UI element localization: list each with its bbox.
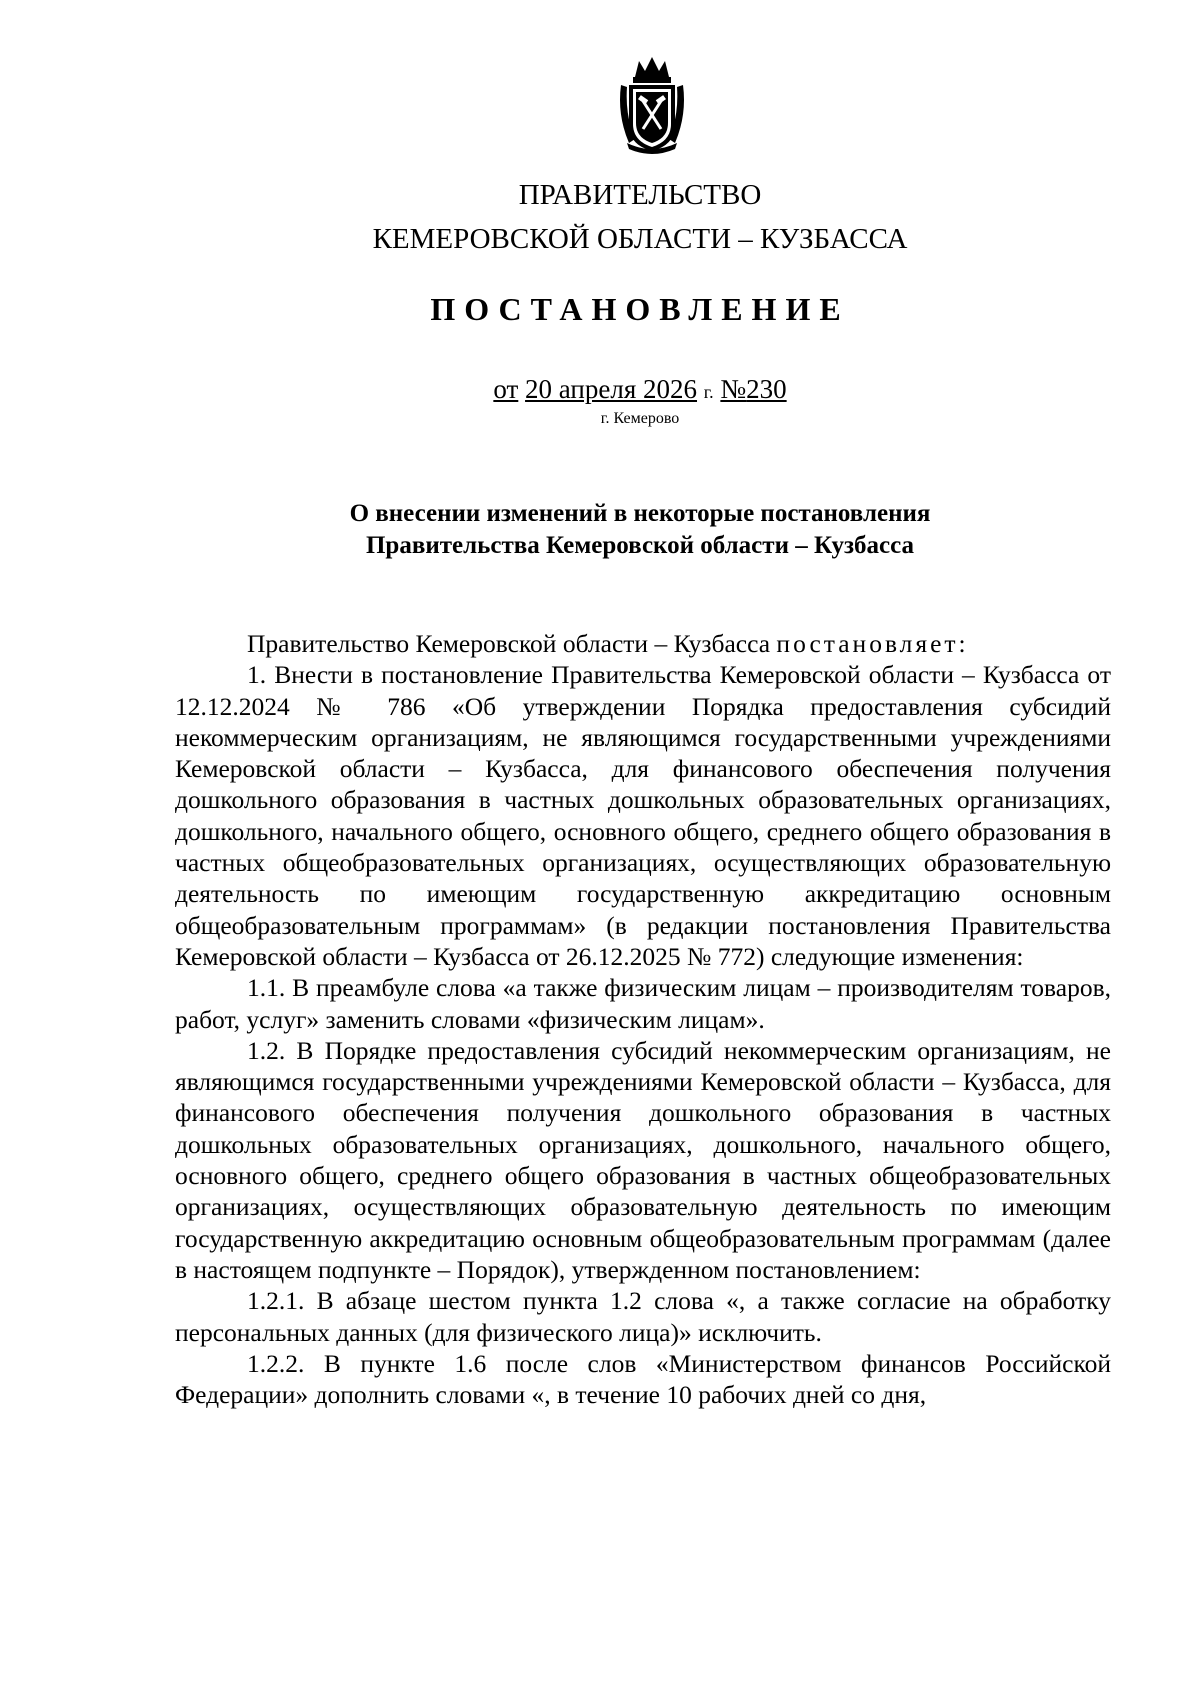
document-title [40,498,1200,562]
document-body [175,628,1111,1410]
intro-paragraph [175,628,1111,659]
date-prefix: от [493,374,519,404]
date-number-line [40,374,1200,407]
intro-text: Правительство Кемеровской области – Кузбасса [247,629,771,658]
document-number: 230 [746,374,787,404]
year-suffix: г. [703,382,714,402]
paragraph-1-1: 1.1. В преамбуле слова «а также физическим лицам – производителям товаров, работ, услуг» заменить словами «физическим лицам». [175,973,1111,1034]
paragraph-1: 1. Внести в постановление Правительства Кемеровской области – Кузбасса от 12.12.2024 № 786 «Об утверждении Порядка предоставления субсидий некоммерческим организациям, не являющимся государственными учреждениями Кемеровской области – Кузбасса, для финансового обеспечения получения дошкольного образования в частных дошкольных образовательных организациях, дошкольного, начального общего, основного общего, среднего общего образования в частных общеобразовательных организациях, осуществляющих образовательную деятельность по имеющим государственную аккредитацию основным общеобразовательным программам» (в редакции постановления Правительства Кемеровской области – Кузбасса от 26.12.2025 № 772) следующие изменения: [175,660,1111,971]
number-prefix: № [720,374,747,404]
government-name-line1: ПРАВИТЕЛЬСТВО [518,179,762,211]
government-name-line2: КЕМЕРОВСКОЙ ОБЛАСТИ – КУЗБАССА [372,223,908,255]
city-label: г. Кемерово [600,410,680,427]
title-line2: Правительства Кемеровской области – Кузбасса [365,532,915,559]
intro-decree: постановляет: [776,629,969,658]
coat-of-arms-emblem [615,55,689,155]
document-date: 20 апреля 2026 [525,374,698,404]
paragraph-1-2: 1.2. В Порядке предоставления субсидий некоммерческим организациям, не являющимся государственными учреждениями Кемеровской области – Кузбасса, для финансового обеспечения получения дошкольного образования в частных дошкольных образовательных организациях, дошкольного, начального общего, основного общего, среднего общего образования в частных общеобразовательных организациях, осуществляющих образовательную деятельность по имеющим государственную аккредитацию основным общеобразовательным программам (далее в настоящем подпункте – Порядок), утвержденном постановлением: [175,1035,1111,1284]
paragraph-1-2-2: 1.2.2. В пункте 1.6 после слов «Министерством финансов Российской Федерации» дополнить словами «, в течение 10 рабочих дней со дня, [175,1348,1111,1410]
paragraph-1-2-1: 1.2.1. В абзаце шестом пункта 1.2 слова «, а также согласие на обработку персональных данных (для физического лица)» исключить. [175,1286,1111,1347]
title-line1: О внесении изменений в некоторые постановления [349,500,931,527]
document-type: ПОСТАНОВЛЕНИЕ [430,291,850,327]
